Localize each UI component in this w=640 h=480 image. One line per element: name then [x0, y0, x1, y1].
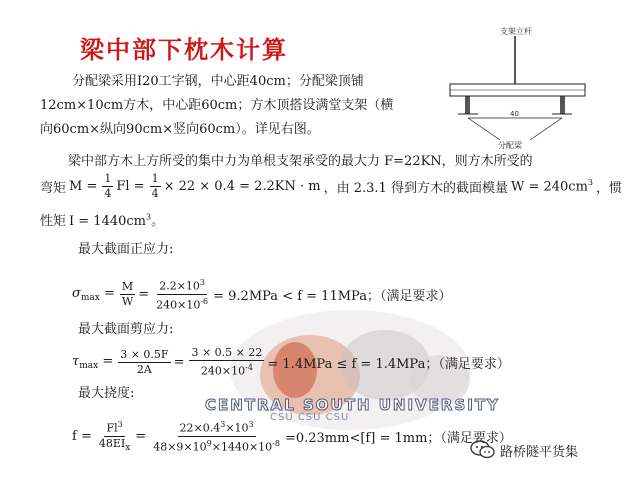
defl-fraction-2: $\frac{22\times 0.4^3\times 10^3}{48\times 9\times 10^9\times 1440\times 10^{-8}}$ — [153, 420, 280, 454]
support-diagram — [440, 22, 590, 152]
para-line-2-c: ，惯 — [596, 181, 623, 196]
para-line-2-a: 弯矩 — [40, 181, 67, 196]
moment-lhs: M = — [69, 179, 98, 194]
heading-shear-stress: 最大截面剪应力: — [78, 322, 174, 337]
moment-fraction-1: $\frac{1}{4}$ — [104, 172, 112, 200]
sigma-rhs: = 9.2MPa < f = 11MPa；（满足要求） — [213, 288, 452, 304]
watermark-main-text: CENTRAL SOUTH UNIVERSITY — [205, 396, 500, 414]
section-modulus: $W = 240cm^3$ — [510, 178, 593, 195]
diagram-dim-label: 40 — [510, 110, 519, 118]
sigma-fraction-2: $\frac{2.2\times 10^3}{240\times 10^{-6}}$ — [156, 278, 209, 312]
moment-of-inertia: $I = 1440cm^3$。 — [69, 212, 165, 229]
wechat-badge — [470, 440, 578, 460]
wechat-icon — [470, 440, 496, 460]
tau-lhs: $\tau_{max}$ = — [72, 353, 114, 371]
moment-rhs: × 22 × 0.4 = 2.2KN · m — [163, 179, 321, 194]
intro-line-3: 向60cm×纵向90cm×竖向60cm）。详见右图。 — [40, 122, 320, 137]
page-title: 梁中部下枕木计算 — [80, 36, 288, 64]
sigma-fraction-1: $\frac{M}{W}$ — [121, 279, 134, 308]
defl-fraction-1: $\frac{Fl^3}{48EI_x}$ — [98, 420, 131, 453]
diagram-bottom-label: 分配梁 — [498, 141, 522, 150]
deflection-equation: f = $\frac{Fl^3}{48EI_x}$ = $\frac{22\times 0.4^3\times 10^3}{48\times 9\times 10^9\times 1440\times 10^{-8}}$ =0.23mm<[f] = 1mm；（满足要求） — [72, 420, 512, 454]
para-line-1: 梁中部方木上方所受的集中力为单根支架承受的最大力 F=22KN，则方木所受的 — [68, 154, 533, 169]
tau-fraction-2: $\frac{3 \times 0.5 \times 22}{240\times 10^{-4}}$ — [191, 346, 263, 378]
intro-line-1: 分配梁采用I20工字钢，中心距40cm；分配梁顶铺 — [72, 74, 364, 89]
moment-line — [40, 172, 625, 201]
tau-fraction-1: $\frac{3 \times 0.5F}{2A}$ — [120, 347, 169, 376]
intro-line-2: 12cm×10cm方木，中心距60cm；方木顶搭设满堂支架（横 — [40, 98, 394, 113]
moment-fraction-2: $\frac{1}{4}$ — [151, 172, 159, 200]
sigma-equation: $\sigma_{max}$ = $\frac{M}{W}$ = $\frac{2.2\times 10^3}{240\times 10^{-6}}$ = 9.2MPa < f = 11MPa；（满足要求） — [72, 278, 452, 312]
defl-rhs: =0.23mm<[f] = 1mm；（满足要求） — [284, 430, 512, 446]
para-line-3: 性矩 — [40, 214, 67, 229]
moment-mid: Fl = — [116, 179, 145, 194]
diagram-top-label: 支架立杆 — [500, 27, 532, 36]
heading-deflection: 最大挠度: — [78, 386, 135, 401]
tau-rhs: = 1.4MPa ≤ f = 1.4MPa；（满足要求） — [267, 356, 510, 372]
watermark-small-text: CSU CSU CSU — [270, 412, 350, 423]
wechat-label: 路桥隧平货集 — [500, 444, 579, 460]
tau-equation: $\tau_{max}$ = $\frac{3 \times 0.5F}{2A}$ = $\frac{3 \times 0.5 \times 22}{240\times 10^{-4}}$ = 1.4MPa ≤ f = 1.4MPa；（满足要求） — [72, 346, 510, 378]
para-line-2-b: ，由 2.3.1 得到方木的截面模量 — [323, 181, 508, 196]
inertia-line — [40, 210, 167, 229]
heading-normal-stress: 最大截面正应力: — [78, 242, 174, 257]
defl-lhs: f = — [72, 428, 92, 444]
sigma-lhs: $\sigma_{max}$ = — [72, 285, 115, 303]
